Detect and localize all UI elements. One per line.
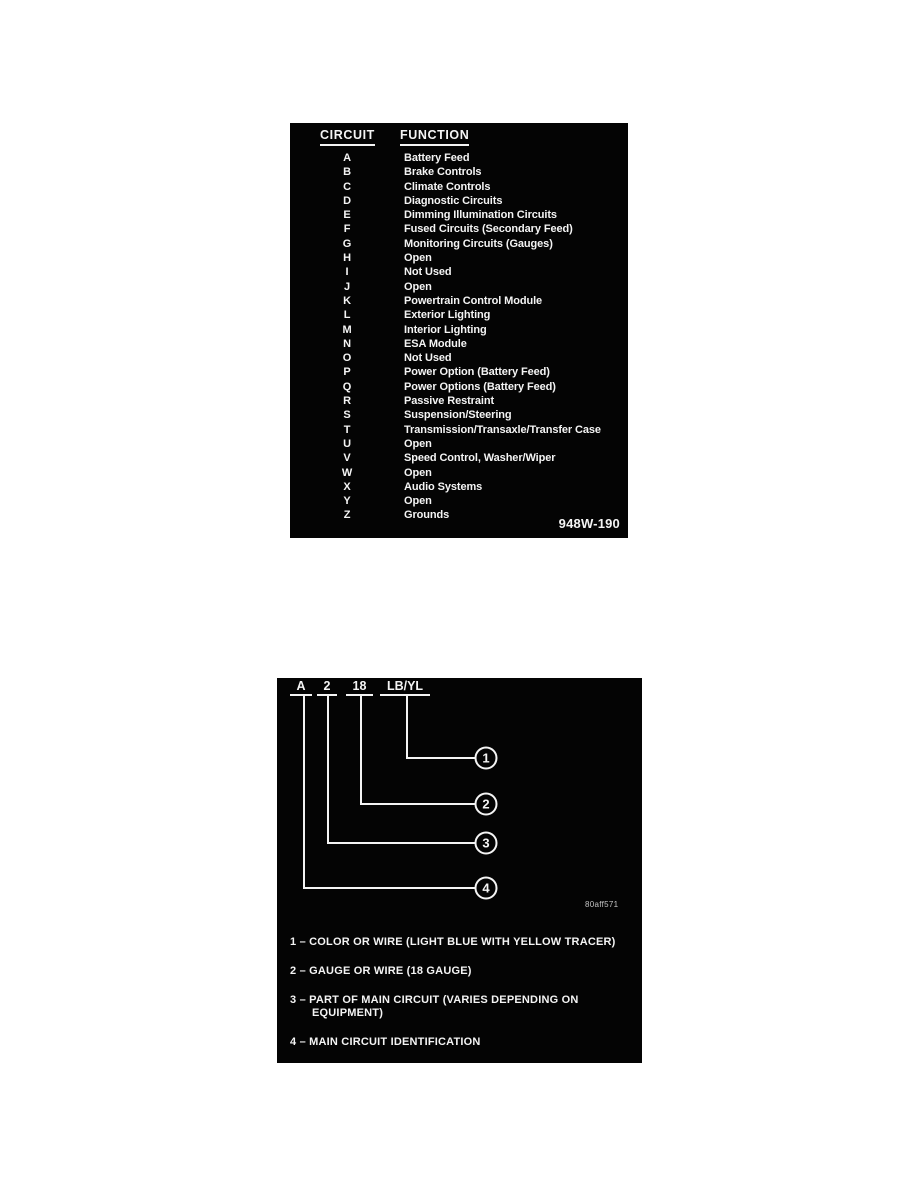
circuit-letter-cell: U: [343, 437, 351, 450]
legend-line: 3 – PART OF MAIN CIRCUIT (VARIES DEPENDING ON: [290, 994, 579, 1006]
circuit-function-cell: Power Options (Battery Feed): [404, 380, 556, 393]
circuit-function-cell: Open: [404, 495, 432, 508]
wire-legend: [290, 936, 630, 1063]
callout-number-2: 2: [482, 796, 490, 812]
circuit-letter-cell: V: [343, 452, 351, 465]
wire-code-gauge-label: 18: [346, 679, 373, 696]
table-header-row: [290, 128, 628, 148]
legend-item: [290, 994, 630, 1020]
callout-line-2: [361, 695, 475, 804]
table-row: [290, 323, 628, 337]
table-row: [290, 466, 628, 480]
legend-line: EQUIPMENT): [312, 1007, 384, 1019]
function-column-header: FUNCTION: [400, 128, 469, 146]
circuit-letter-cell: G: [342, 237, 352, 250]
circuit-function-table-panel: [290, 123, 628, 538]
table-row: [290, 237, 628, 251]
circuit-function-cell: Open: [404, 280, 432, 293]
legend-item: [290, 1036, 630, 1049]
circuit-function-cell: Transmission/Transaxle/Transfer Case: [404, 423, 601, 436]
circuit-function-cell: Suspension/Steering: [404, 409, 512, 422]
table-row: [290, 408, 628, 422]
circuit-function-cell: Passive Restraint: [404, 395, 495, 408]
circuit-letter-cell: F: [343, 223, 351, 236]
circuit-function-cell: Audio Systems: [404, 480, 483, 493]
circuit-function-cell: Power Option (Battery Feed): [404, 366, 550, 379]
circuit-letter-cell: H: [343, 252, 351, 265]
circuit-letter-cell: Q: [342, 380, 352, 393]
circuit-rows: [290, 151, 628, 523]
circuit-letter-cell: K: [343, 294, 351, 307]
table-row: [290, 251, 628, 265]
figure-code-80aff571: 80aff571: [585, 900, 619, 909]
circuit-function-cell: Fused Circuits (Secondary Feed): [404, 223, 573, 236]
table-row: [290, 394, 628, 408]
legend-line: 1 – COLOR OR WIRE (LIGHT BLUE WITH YELLOW TRACER): [290, 936, 616, 948]
table-row: [290, 437, 628, 451]
circuit-function-cell: Grounds: [404, 509, 450, 522]
callout-line-3: [328, 695, 475, 843]
circuit-column-header: CIRCUIT: [320, 128, 375, 146]
callout-number-1: 1: [482, 750, 490, 766]
circuit-letter-cell: W: [341, 466, 353, 479]
circuit-letter-cell: Z: [343, 509, 351, 522]
table-row: [290, 194, 628, 208]
circuit-function-cell: Monitoring Circuits (Gauges): [404, 237, 553, 250]
circuit-letter-cell: Y: [343, 495, 351, 508]
wire-code-circuit-part-label: 2: [317, 679, 337, 696]
circuit-function-cell: Speed Control, Washer/Wiper: [404, 452, 556, 465]
legend-line: 2 – GAUGE OR WIRE (18 GAUGE): [290, 965, 472, 977]
table-row: [290, 222, 628, 236]
circuit-letter-cell: X: [343, 480, 351, 493]
wire-code-diagram-panel: [277, 678, 642, 1063]
circuit-function-cell: Interior Lighting: [404, 323, 487, 336]
circuit-function-cell: Not Used: [404, 266, 452, 279]
circuit-letter-cell: B: [343, 166, 351, 179]
table-row: [290, 451, 628, 465]
callout-number-3: 3: [482, 835, 490, 851]
table-row: [290, 265, 628, 279]
callout-line-1: [407, 695, 475, 758]
callout-line-4: [304, 695, 475, 888]
circuit-function-cell: Powertrain Control Module: [404, 294, 543, 307]
wire-code-color-label: LB/YL: [380, 679, 430, 696]
circuit-function-cell: ESA Module: [404, 337, 467, 350]
table-row: [290, 337, 628, 351]
table-row: [290, 165, 628, 179]
circuit-letter-cell: D: [343, 194, 351, 207]
circuit-function-cell: Diagnostic Circuits: [404, 194, 503, 207]
table-row: [290, 151, 628, 165]
legend-item: [290, 965, 630, 978]
table-row: [290, 208, 628, 222]
circuit-function-cell: Battery Feed: [404, 152, 470, 164]
table-row: [290, 380, 628, 394]
circuit-letter-cell: R: [343, 395, 351, 408]
circuit-letter-cell: A: [343, 152, 351, 164]
wire-code-main-circuit-label: A: [290, 679, 312, 696]
table-row: [290, 308, 628, 322]
circuit-letter-cell: C: [343, 180, 351, 193]
table-row: [290, 494, 628, 508]
circuit-letter-cell: N: [343, 337, 351, 350]
circuit-letter-cell: S: [343, 409, 351, 422]
legend-item: [290, 936, 630, 949]
circuit-function-cell: Brake Controls: [404, 166, 482, 179]
circuit-function-cell: Open: [404, 252, 432, 265]
circuit-letter-cell: M: [342, 323, 352, 336]
table-row: [290, 423, 628, 437]
circuit-function-cell: Open: [404, 466, 432, 479]
circuit-letter-cell: I: [345, 266, 349, 279]
circuit-function-cell: Climate Controls: [404, 180, 491, 193]
table-row: [290, 351, 628, 365]
circuit-function-cell: Open: [404, 437, 432, 450]
circuit-letter-cell: E: [343, 209, 351, 222]
circuit-function-cell: Exterior Lighting: [404, 309, 491, 322]
callout-number-4: 4: [482, 880, 490, 896]
circuit-function-cell: Not Used: [404, 352, 452, 365]
circuit-letter-cell: J: [343, 280, 351, 293]
circuit-letter-cell: P: [343, 366, 351, 379]
table-row: [290, 280, 628, 294]
circuit-letter-cell: O: [342, 352, 352, 365]
table-row: [290, 365, 628, 379]
figure-code-948w190: 948W-190: [558, 516, 620, 531]
table-row: [290, 480, 628, 494]
table-row: [290, 180, 628, 194]
circuit-function-cell: Dimming Illumination Circuits: [404, 209, 557, 222]
table-row: [290, 294, 628, 308]
circuit-letter-cell: L: [343, 309, 351, 322]
circuit-letter-cell: T: [343, 423, 351, 436]
legend-line: 4 – MAIN CIRCUIT IDENTIFICATION: [290, 1036, 481, 1048]
